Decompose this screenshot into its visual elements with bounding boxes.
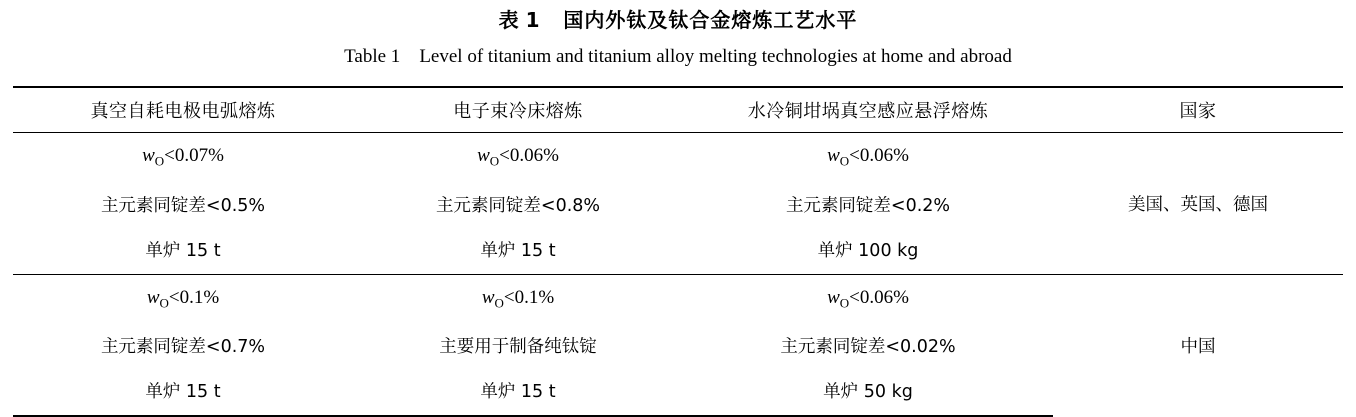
column-header-induction-suspension: 水冷铜坩埚真空感应悬浮熔炼 (683, 87, 1053, 133)
w-value: <0.06% (849, 286, 909, 308)
w-symbol: w (142, 145, 155, 166)
cell-furnace-capacity-induction-abroad: 单炉 100 kg (817, 240, 919, 261)
cell-furnace-capacity-electron-beam-abroad: 单炉 15 t (480, 240, 556, 261)
w-symbol: w (827, 145, 840, 166)
column-header-vacuum-arc: 真空自耗电极电弧熔炼 (13, 87, 353, 133)
cell-oxygen-content-vacuum-arc-abroad (13, 133, 353, 184)
cell-oxygen-content-vacuum-arc-china (13, 274, 353, 325)
cell-usage-electron-beam-china: 主要用于制备纯钛锭 (439, 337, 597, 357)
cell-furnace-capacity-vacuum-arc-china: 单炉 15 t (13, 370, 353, 416)
column-header-country: 国家 (1053, 87, 1343, 133)
melting-technology-table (13, 86, 1343, 417)
table-caption-chinese (0, 6, 1356, 34)
cell-oxygen-content-electron-beam-abroad (353, 133, 683, 184)
cell-element-variation-induction-abroad: 主元素同锭差<0.2% (785, 195, 951, 216)
cell-element-variation-vacuum-arc-abroad: 主元素同锭差<0.5% (100, 195, 266, 216)
cell-furnace-capacity-electron-beam-china: 单炉 15 t (353, 370, 683, 416)
cell-oxygen-content-electron-beam-china (353, 274, 683, 325)
table-header-row (13, 87, 1343, 133)
w-value: <0.06% (849, 145, 909, 166)
w-subscript: O (494, 295, 504, 310)
table-row (13, 133, 1343, 184)
table-figure-page (0, 6, 1356, 416)
w-subscript: O (489, 153, 500, 169)
w-symbol: w (827, 286, 840, 308)
w-value: <0.1% (168, 286, 220, 308)
cell-oxygen-content-induction-abroad (683, 133, 1053, 184)
w-symbol: w (481, 286, 495, 308)
w-symbol: w (146, 286, 160, 308)
w-subscript: O (159, 295, 169, 310)
w-subscript: O (154, 153, 165, 169)
column-header-electron-beam: 电子束冷床熔炼 (353, 87, 683, 133)
w-value: <0.07% (164, 145, 224, 166)
cell-furnace-capacity-vacuum-arc-abroad: 单炉 15 t (145, 240, 221, 261)
cell-element-variation-vacuum-arc-china: 主元素同锭差<0.7% (100, 337, 266, 357)
table-number-cn: 表 1 (498, 8, 540, 32)
cell-country-abroad: 美国、英国、德国 (1128, 194, 1268, 215)
w-symbol: w (477, 145, 490, 166)
cell-country-china: 中国 (1053, 274, 1343, 416)
cell-furnace-capacity-induction-china: 单炉 50 kg (683, 370, 1053, 416)
table-title-cn: 国内外钛及钛合金熔炼工艺水平 (563, 8, 858, 32)
table-number-en: Table 1 (344, 46, 401, 67)
table-caption-english (0, 44, 1356, 70)
w-value: <0.06% (499, 145, 559, 166)
cell-oxygen-content-induction-china (683, 274, 1053, 325)
table-title-en: Level of titanium and titanium alloy melting technologies at home and abroad (419, 46, 1012, 67)
w-subscript: O (839, 153, 850, 169)
table-row (13, 274, 1343, 325)
cell-element-variation-electron-beam-abroad: 主元素同锭差<0.8% (435, 195, 601, 216)
cell-element-variation-induction-china: 主元素同锭差<0.02% (780, 337, 956, 357)
w-value: <0.1% (503, 286, 555, 308)
w-subscript: O (839, 295, 850, 310)
